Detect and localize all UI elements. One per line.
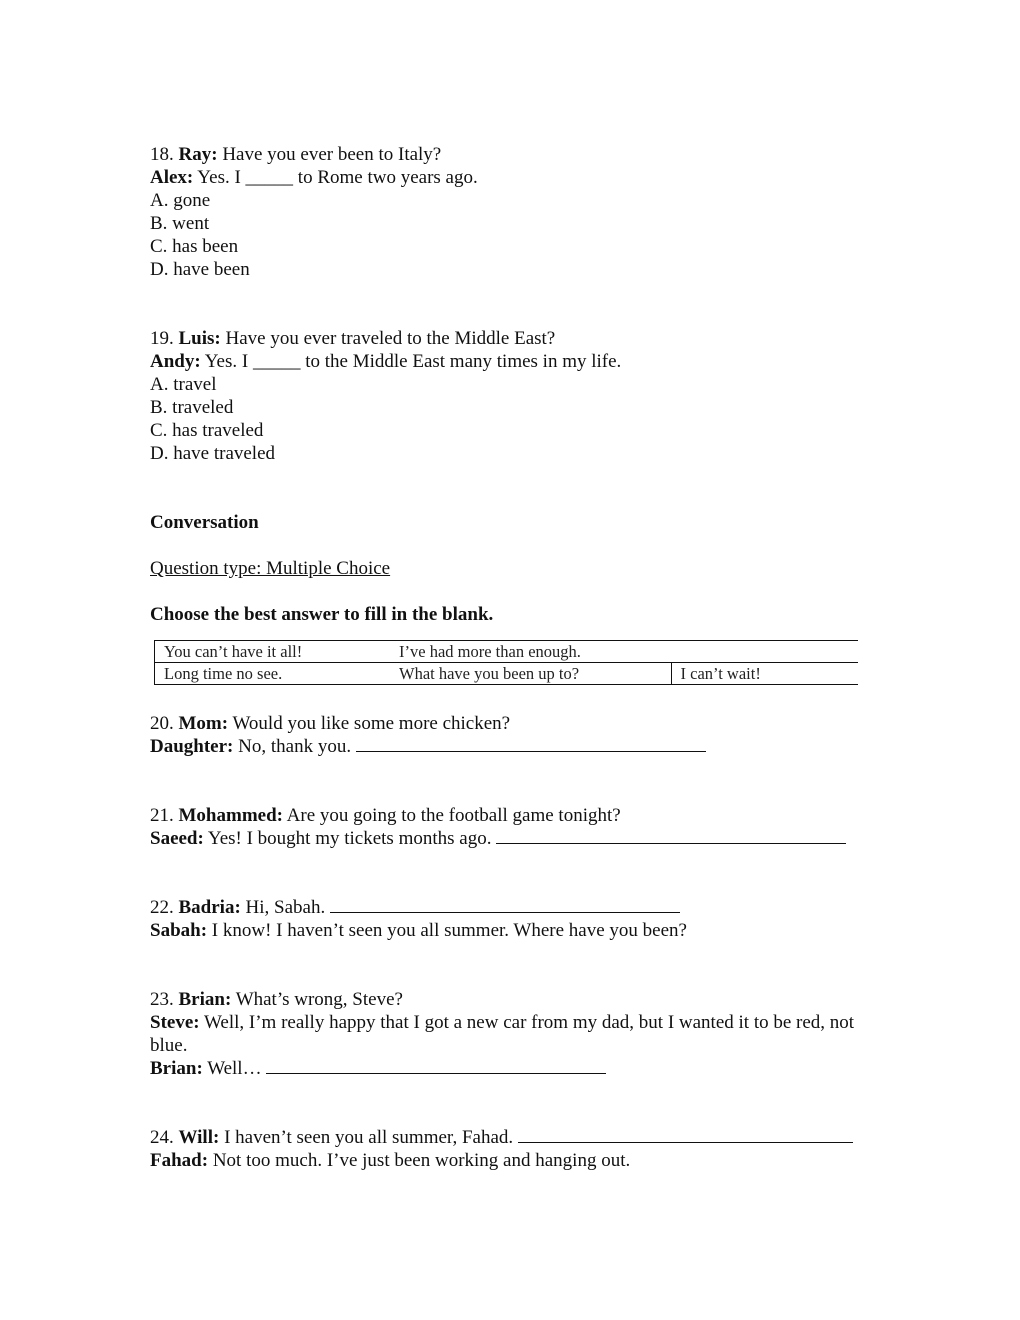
question-23 <box>150 988 870 1080</box>
word-bank-cell <box>671 641 858 663</box>
word-bank-cell: I’ve had more than enough. <box>390 641 671 663</box>
dialogue-text: Well… <box>202 1058 267 1079</box>
speaker-name: Brian: <box>178 989 232 1010</box>
question-number: 19. <box>150 328 174 349</box>
question-24 <box>150 1126 870 1172</box>
speaker-name: Mom: <box>178 713 229 734</box>
question-type-label: Question type: Multiple Choice <box>150 558 391 579</box>
section-title: Conversation <box>150 512 259 533</box>
answer-blank[interactable] <box>356 735 706 752</box>
speaker-name: Mohammed: <box>178 805 283 826</box>
dialogue-text: Have you ever been to Italy? <box>217 144 442 165</box>
speaker-name: Alex: <box>150 167 194 188</box>
option-c: C. has traveled <box>150 420 264 441</box>
speaker-name: Saeed: <box>150 828 204 849</box>
question-19 <box>150 327 870 465</box>
question-number: 24. <box>150 1127 174 1148</box>
speaker-name: Badria: <box>178 897 241 918</box>
answer-blank[interactable] <box>496 827 846 844</box>
question-21 <box>150 804 870 850</box>
speaker-name: Ray: <box>178 144 218 165</box>
dialogue-text: Hi, Sabah. <box>240 897 330 918</box>
dialogue-text: Would you like some more chicken? <box>228 713 511 734</box>
answer-blank[interactable] <box>518 1126 853 1143</box>
word-bank-cell: I can’t wait! <box>671 663 858 685</box>
option-b: B. traveled <box>150 397 234 418</box>
question-18 <box>150 143 870 281</box>
answer-blank[interactable] <box>266 1057 606 1074</box>
question-22 <box>150 896 870 942</box>
word-bank-cell: You can’t have it all! <box>155 641 391 663</box>
speaker-name: Sabah: <box>150 920 208 941</box>
speaker-name: Daughter: <box>150 736 234 757</box>
word-bank-table <box>154 640 858 685</box>
dialogue-text: Well, I’m really happy that I got a new car from my dad, but I wanted it to be red, not blue. <box>150 1012 855 1056</box>
speaker-name: Fahad: <box>150 1150 209 1171</box>
worksheet-page <box>150 143 870 1172</box>
dialogue-text: I know! I haven’t seen you all summer. Where have you been? <box>207 920 687 941</box>
question-number: 18. <box>150 144 174 165</box>
dialogue-text: Are you going to the football game tonight? <box>282 805 621 826</box>
question-number: 22. <box>150 897 174 918</box>
speaker-name: Will: <box>178 1127 220 1148</box>
word-bank-cell: Long time no see. <box>155 663 391 685</box>
speaker-name: Luis: <box>178 328 221 349</box>
option-a: A. gone <box>150 190 211 211</box>
speaker-name: Brian: <box>150 1058 203 1079</box>
question-number: 20. <box>150 713 174 734</box>
instruction-text: Choose the best answer to fill in the blank. <box>150 604 494 625</box>
speaker-name: Andy: <box>150 351 201 372</box>
word-bank-row <box>155 663 859 685</box>
question-20 <box>150 712 870 758</box>
dialogue-text: Yes! I bought my tickets months ago. <box>203 828 497 849</box>
speaker-name: Steve: <box>150 1012 200 1033</box>
dialogue-text: Have you ever traveled to the Middle East? <box>220 328 556 349</box>
option-a: A. travel <box>150 374 217 395</box>
dialogue-text: Yes. I _____ to Rome two years ago. <box>193 167 478 188</box>
option-d: D. have traveled <box>150 443 276 464</box>
answer-blank[interactable] <box>330 896 680 913</box>
option-b: B. went <box>150 213 210 234</box>
word-bank-cell: What have you been up to? <box>390 663 671 685</box>
dialogue-text: What’s wrong, Steve? <box>231 989 403 1010</box>
word-bank-row <box>155 641 859 663</box>
question-number: 23. <box>150 989 174 1010</box>
dialogue-text: Yes. I _____ to the Middle East many times in my life. <box>200 351 622 372</box>
question-number: 21. <box>150 805 174 826</box>
dialogue-text: I haven’t seen you all summer, Fahad. <box>219 1127 518 1148</box>
option-c: C. has been <box>150 236 239 257</box>
dialogue-text: No, thank you. <box>233 736 356 757</box>
dialogue-text: Not too much. I’ve just been working and hanging out. <box>208 1150 631 1171</box>
option-d: D. have been <box>150 259 250 280</box>
